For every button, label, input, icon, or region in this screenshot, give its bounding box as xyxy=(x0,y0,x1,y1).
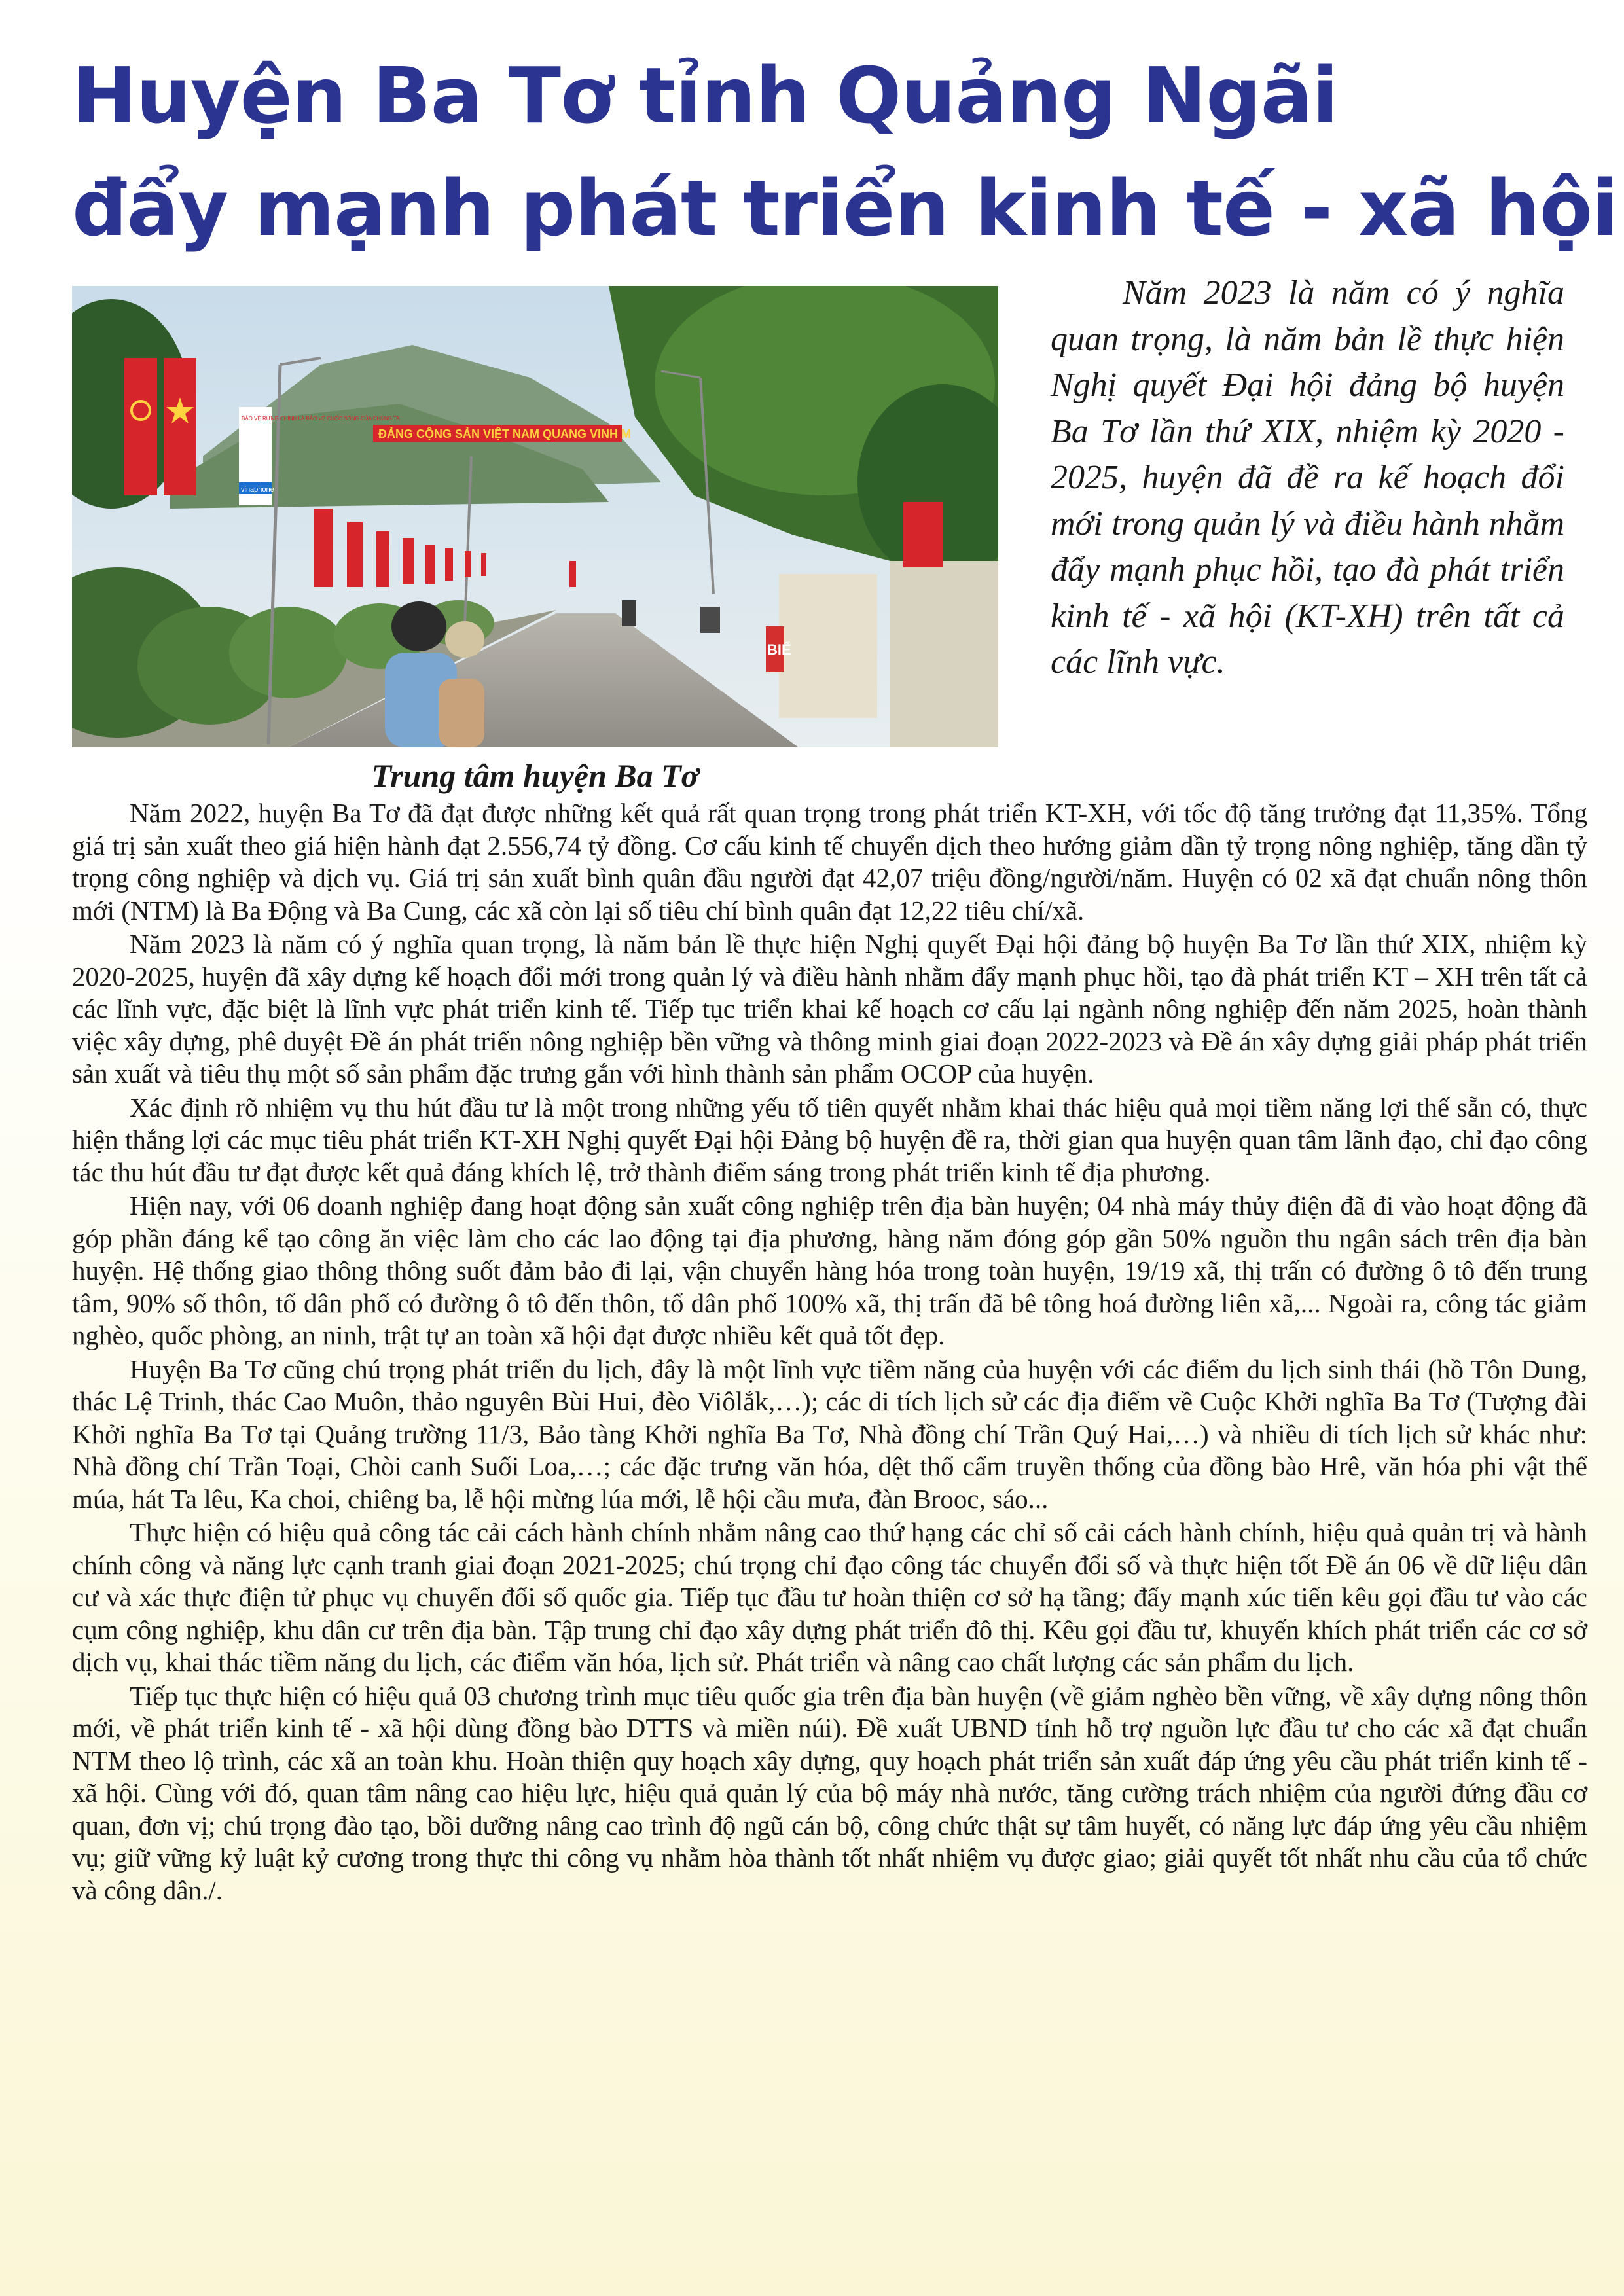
forest-sign-text: BẢO VỆ RỪNG CHÍNH LÀ BẢO VỆ CUỘC SỐNG CỦA CHÚNG TA xyxy=(242,416,400,422)
page-title xyxy=(72,39,1618,264)
street-photo xyxy=(72,286,998,747)
body-paragraph-1: Năm 2022, huyện Ba Tơ đã đạt được những kết quả rất quan trọng trong phát triển KT-XH, với tốc độ tăng trưởng đạt 11,35%. Tổng giá trị sản xuất theo giá hiện hành đạt 2.556,74 tỷ đồng. Cơ cấu kinh tế chuyển dịch theo hướng giảm dần tỷ trọng nông nghiệp, tăng dần tỷ trọng công nghiệp và dịch vụ. Giá trị sản xuất bình quân đầu người đạt 42,07 triệu đồng/người/năm. Huyện có 02 xã đạt chuẩn nông thôn mới (NTM) là Ba Động và Ba Cung, các xã còn lại số tiêu chí bình quân đạt 12,22 tiêu chí/xã. xyxy=(72,798,1587,925)
body-paragraph-6: Thực hiện có hiệu quả công tác cải cách hành chính nhằm nâng cao thứ hạng các chỉ số cải cách hành chính, hiệu quả quản trị và hành chính công và năng lực cạnh tranh giai đoạn 2021-2025; chú trọng chỉ đạo công tác chuyển đổi số và thực hiện tốt Đề án 06 về dữ liệu dân cư và xác thực điện tử phục vụ chuyển đổi số quốc gia. Tiếp tục đầu tư hoàn thiện cơ sở hạ tầng; đẩy mạnh xúc tiến kêu gọi đầu tư vào các cụm công nghiệp, khu dân cư trên địa bàn. Tập trung chỉ đạo xây dựng phát triển đô thị. Kêu gọi đầu tư, khuyến khích phát triển các cơ sở dịch vụ, khai thác tiềm năng du lịch, các điểm văn hóa, lịch sử. Phát triển và nâng cao chất lượng các sản phẩm du lịch. xyxy=(72,1517,1587,1677)
article-body xyxy=(72,797,1587,1908)
body-paragraph-7: Tiếp tục thực hiện có hiệu quả 03 chương trình mục tiêu quốc gia trên địa bàn huyện (về giảm nghèo bền vững, về xây dựng nông thôn mới, về phát triển kinh tế - xã hội dùng đồng bào DTTS và miền núi). Đề xuất UBND tỉnh hỗ trợ nguồn lực đầu tư cho các xã đạt chuẩn NTM theo lộ trình, các xã an toàn khu. Hoàn thiện quy hoạch xây dựng, quy hoạch phát triển sản xuất đáp ứng yêu cầu phát triển kinh tế - xã hội. Cùng với đó, quan tâm nâng cao hiệu lực, hiệu quả quản lý của bộ máy nhà nước, tăng cường trách nhiệm của người đứng đầu cơ quan, đơn vị; chú trọng đào tạo, bồi dưỡng nâng cao trình độ ngũ cán bộ, công chức thật sự tâm huyết, có năng lực đáp ứng yêu cầu nhiệm vụ; giữ vững kỷ luật kỷ cương trong thực thi công vụ nhằm hòa thành tốt nhất nhiệm vụ được giao; giải quyết tốt nhất nhu cầu của tổ chức và công dân./. xyxy=(72,1680,1587,1905)
title-line-2: đẩy mạnh phát triển kinh tế - xã hội xyxy=(72,163,1618,253)
title-line-1: Huyện Ba Tơ tỉnh Quảng Ngãi xyxy=(72,50,1338,141)
brand-sign-text: vinaphone xyxy=(241,486,274,493)
shop-sign-text: BIỂ xyxy=(767,641,791,658)
body-paragraph-2: Năm 2023 là năm có ý nghĩa quan trọng, là năm bản lề thực hiện Nghị quyết Đại hội đảng bộ huyện Ba Tơ lần thứ XIX, nhiệm kỳ 2020-2025, huyện đã xây dựng kế hoạch đổi mới trong quản lý và điều hành nhằm đẩy mạnh phục hồi, tạo đà phát triển KT – XH trên tất cả các lĩnh vực, đặc biệt là lĩnh vực phát triển kinh tế. Tiếp tục triển khai kế hoạch cơ cấu lại ngành nông nghiệp đến năm 2025, hoàn thành việc xây dựng, phê duyệt Đề án phát triển nông nghiệp bền vững và thông minh giai đoạn 2022-2023 và Đề án xây dựng giải pháp phát triển sản xuất và tiêu thụ một số sản phẩm đặc trưng gắn với hình thành sản phẩm OCOP của huyện. xyxy=(72,929,1587,1088)
body-paragraph-4: Hiện nay, với 06 doanh nghiệp đang hoạt động sản xuất công nghiệp trên địa bàn huyện; 04 nhà máy thủy điện đã đi vào hoạt động đã góp phần đáng kể tạo công ăn việc làm cho các lao động tại địa phương, hàng năm đóng góp gần 50% nguồn thu ngân sách trên địa bàn huyện. Hệ thống giao thông thông suốt đảm bảo đi lại, vận chuyển hàng hóa trong toàn huyện, 19/19 xã, thị trấn có đường ô tô đến trung tâm, 90% số thôn, tổ dân phố có đường ô tô đến thôn, tổ dân phố 100% xã, thị trấn đã bê tông hoá đường liên xã,... Ngoài ra, công tác giảm nghèo, quốc phòng, an ninh, trật tự an toàn xã hội đạt được nhiều kết quả tốt đẹp. xyxy=(72,1191,1587,1350)
body-paragraph-5: Huyện Ba Tơ cũng chú trọng phát triển du lịch, đây là một lĩnh vực tiềm năng của huyện với các điểm du lịch sinh thái (hồ Tôn Dung, thác Lệ Trinh, thác Cao Muôn, thảo nguyên Bùi Hui, đèo Viôlắk,…); các di tích lịch sử các địa điểm về Cuộc Khởi nghĩa Ba Tơ (Tượng đài Khởi nghĩa Ba Tơ tại Quảng trường 11/3, Bảo tàng Khởi nghĩa Ba Tơ, Nhà đồng chí Trần Quý Hai,…) và nhiều di tích lịch sử khác như: Nhà đồng chí Trần Toại, Chòi canh Suối Loa,…; các đặc trưng văn hóa, dệt thổ cẩm truyền thống của đồng bào Hrê, văn hóa phi vật thể múa, hát Ta lêu, Ka choi, chiêng ba, lễ hội mừng lúa mới, lễ hội cầu mưa, đàn Brooc, sáo... xyxy=(72,1354,1587,1514)
body-paragraph-3: Xác định rõ nhiệm vụ thu hút đầu tư là một trong những yếu tố tiên quyết nhằm khai thác hiệu quả mọi tiềm năng lợi thế sẵn có, thực hiện thắng lợi các mục tiêu phát triển KT-XH Nghị quyết Đại hội Đảng bộ huyện đề ra, thời gian qua huyện quan tâm lãnh đạo, chỉ đạo công tác thu hút đầu tư đạt được kết quả đáng khích lệ, trở thành điểm sáng trong phát triển kinh tế địa phương. xyxy=(72,1092,1587,1187)
photo-caption: Trung tâm huyện Ba Tơ xyxy=(371,757,699,794)
banner-text: ĐẢNG CỘNG SẢN VIỆT NAM QUANG VINH M xyxy=(378,427,632,440)
lede-paragraph: Năm 2023 là năm có ý nghĩa quan trọng, là năm bản lề thực hiện Nghị quyết Đại hội đảng bộ huyện Ba Tơ lần thứ XIX, nhiệm kỳ 2020 - 2025, huyện đã đề ra kế hoạch đổi mới trong quản lý và điều hành nhằm đẩy mạnh phục hồi, tạo đà phát triển kinh tế - xã hội (KT-XH) trên tất cả các lĩnh vực. xyxy=(1051,274,1564,681)
